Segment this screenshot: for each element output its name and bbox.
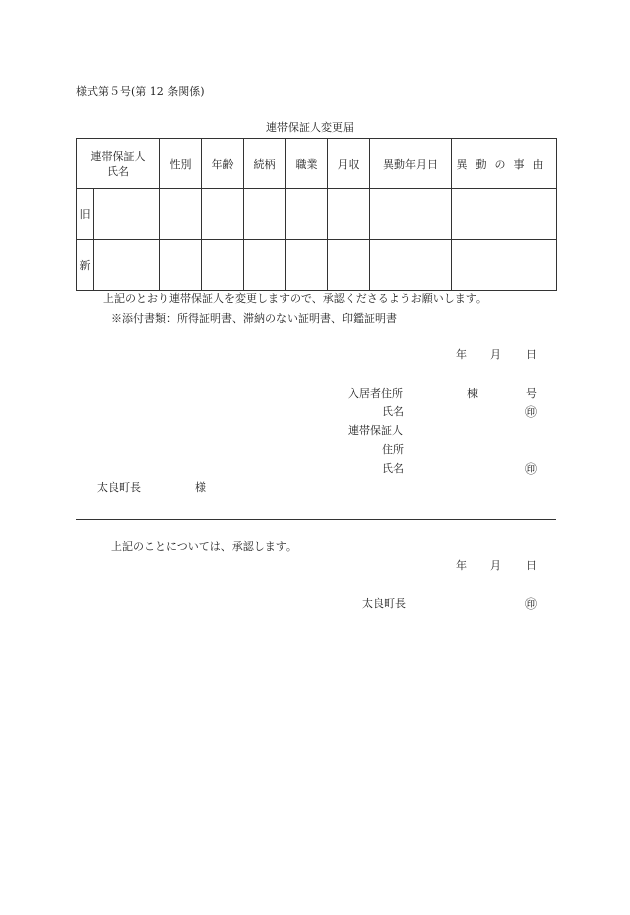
cell-old-income[interactable]: [328, 189, 370, 240]
cell-new-reason[interactable]: [452, 240, 557, 291]
applicant-seal-mark: ㊞: [525, 405, 538, 419]
approval-seal-mark: ㊞: [525, 597, 538, 611]
addressee-mayor: 太良町長: [97, 481, 141, 494]
guarantor-change-table: [76, 138, 557, 291]
cell-new-sex[interactable]: [160, 240, 202, 291]
date-month-label: 月: [490, 348, 501, 361]
room-label: 号: [526, 387, 537, 400]
approval-date-day-label: 日: [526, 559, 537, 572]
form-number: 様式第５号(第 12 条関係): [76, 85, 205, 98]
guarantor-heading: 連帯保証人: [348, 424, 403, 437]
row-label-old: 旧: [77, 189, 94, 240]
cell-new-age[interactable]: [202, 240, 244, 291]
cell-old-name[interactable]: [94, 189, 160, 240]
guarantor-address-label: 住所: [382, 443, 404, 456]
request-text: 上記のとおり連帯保証人を変更しますので、承認くださるようお願いします。: [103, 292, 487, 305]
cell-old-age[interactable]: [202, 189, 244, 240]
cell-new-income[interactable]: [328, 240, 370, 291]
cell-old-occupation[interactable]: [286, 189, 328, 240]
cell-new-change-date[interactable]: [370, 240, 452, 291]
date-year-label: 年: [456, 348, 467, 361]
cell-new-occupation[interactable]: [286, 240, 328, 291]
guarantor-name-label: 氏名: [382, 462, 404, 475]
table-row-old: [77, 189, 557, 240]
header-guarantor-name: 連帯保証人 氏名: [77, 139, 160, 189]
cell-new-relationship[interactable]: [244, 240, 286, 291]
form-title: 連帯保証人変更届: [266, 121, 354, 134]
header-age: 年齢: [202, 139, 244, 189]
approval-date-year-label: 年: [456, 559, 467, 572]
header-relationship: 続柄: [244, 139, 286, 189]
addressee-honorific: 様: [195, 481, 206, 494]
header-occupation: 職業: [286, 139, 328, 189]
cell-old-reason[interactable]: [452, 189, 557, 240]
attachments-note: ※添付書類：所得証明書、滞納のない証明書、印鑑証明書: [111, 312, 397, 325]
cell-old-change-date[interactable]: [370, 189, 452, 240]
cell-old-sex[interactable]: [160, 189, 202, 240]
header-change-date: 異動年月日: [370, 139, 452, 189]
approval-mayor: 太良町長: [362, 597, 406, 610]
header-sex: 性別: [160, 139, 202, 189]
guarantor-seal-mark: ㊞: [525, 462, 538, 476]
header-monthly-income: 月収: [328, 139, 370, 189]
applicant-address-label: 入居者住所: [348, 387, 403, 400]
building-label: 棟: [467, 387, 478, 400]
cell-old-relationship[interactable]: [244, 189, 286, 240]
section-divider: [76, 519, 556, 520]
row-label-new: 新: [77, 240, 94, 291]
approval-date-month-label: 月: [490, 559, 501, 572]
date-day-label: 日: [526, 348, 537, 361]
cell-new-name[interactable]: [94, 240, 160, 291]
table-row-new: [77, 240, 557, 291]
header-change-reason: 異動の事由: [452, 139, 557, 189]
applicant-name-label: 氏名: [382, 405, 404, 418]
approval-text: 上記のことについては、承認します。: [111, 540, 297, 553]
table-header-row: [77, 139, 557, 189]
